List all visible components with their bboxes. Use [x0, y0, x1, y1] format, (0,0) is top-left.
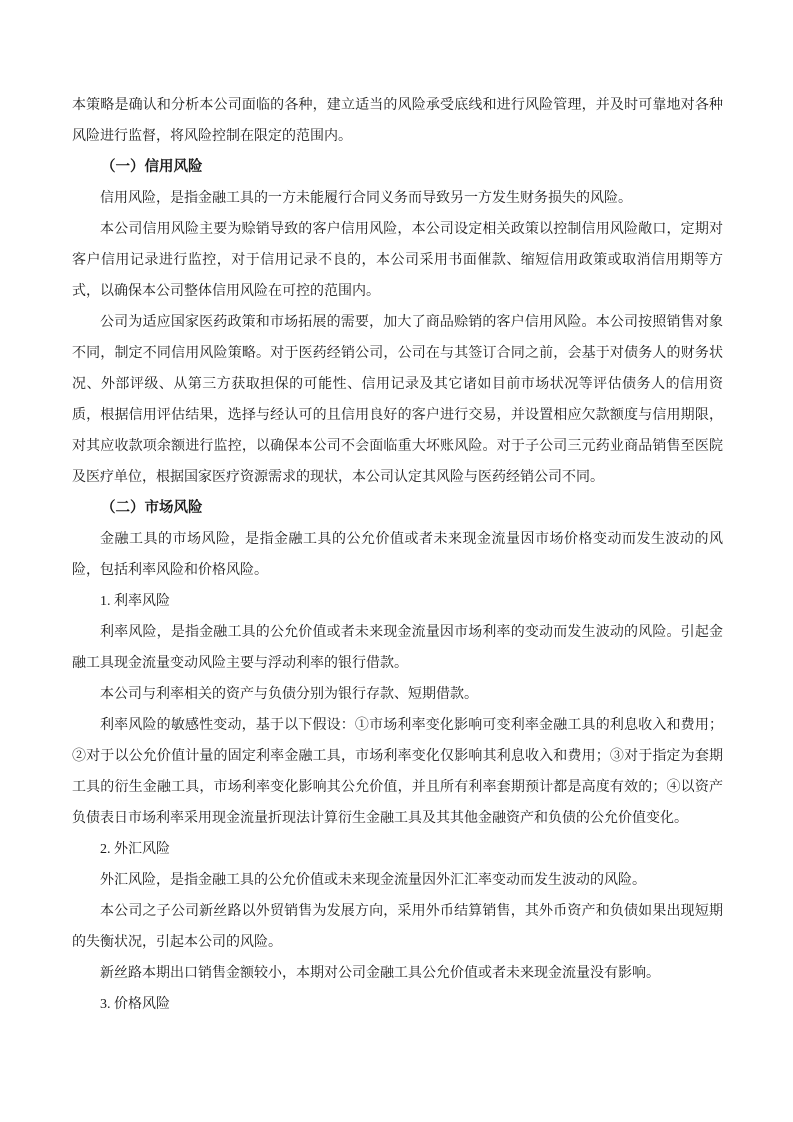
paragraph-interest-rate-risk-definition: 利率风险，是指金融工具的公允价值或者未来现金流量因市场利率的变动而发生波动的风险。引起金融工具现金流量变动风险主要与浮动利率的银行借款。	[72, 625, 723, 671]
paragraph-foreign-exchange-risk-definition: 外汇风险，是指金融工具的公允价值或未来现金流量因外汇汇率变动而发生波动的风险。	[100, 873, 646, 888]
paragraph-market-risk-definition: 金融工具的市场风险，是指金融工具的公允价值或者未来现金流量因市场价格变动而发生波动的风险，包括利率风险和价格风险。	[72, 532, 723, 578]
paragraph-interest-rate-assets-liabilities: 本公司与利率相关的资产与负债分别为银行存款、短期借款。	[100, 687, 478, 702]
paragraph-foreign-exchange-subsidiary: 本公司之子公司新丝路以外贸销售为发展方向，采用外币结算销售，其外币资产和负债如果出现短期的失衡状况，引起本公司的风险。	[72, 904, 723, 950]
paragraph-credit-risk-policy: 本公司信用风险主要为赊销导致的客户信用风险，本公司设定相关政策以控制信用风险敞口，定期对客户信用记录进行监控，对于信用记录不良的，本公司采用书面催款、缩短信用政策或取消信用期等方式，以确保本公司整体信用风险在可控的范围内。	[72, 222, 723, 299]
document-text-block	[72, 90, 723, 1020]
paragraph-risk-strategy-continuation: 本策略是确认和分析本公司面临的各种，建立适当的风险承受底线和进行风险管理，并及时可靠地对各种风险进行监督，将风险控制在限定的范围内。	[72, 98, 723, 144]
paragraph-credit-risk-definition: 信用风险，是指金融工具的一方未能履行合同义务而导致另一方发生财务损失的风险。	[100, 191, 632, 206]
subsection-heading-foreign-exchange-risk: 2. 外汇风险	[100, 842, 170, 857]
paragraph-interest-rate-sensitivity-assumptions: 利率风险的敏感性变动，基于以下假设：①市场利率变化影响可变利率金融工具的利息收入和费用；②对于以公允价值计量的固定利率金融工具，市场利率变化仅影响其利息收入和费用；③对于指定为套期工具的衍生金融工具，市场利率变化影响其公允价值，并且所有利率套期预计都是高度有效的；④以资产负债表日市场利率采用现金流量折现法计算衍生金融工具及其其他金融资产和负债的公允价值变化。	[72, 718, 723, 826]
section-heading-credit-risk: （一）信用风险	[101, 159, 203, 175]
paragraph-foreign-exchange-impact: 新丝路本期出口销售金额较小，本期对公司金融工具公允价值或者未来现金流量没有影响。	[100, 966, 660, 981]
section-heading-market-risk: （二）市场风险	[101, 500, 203, 516]
subsection-heading-interest-rate-risk: 1. 利率风险	[100, 594, 170, 609]
paragraph-credit-risk-customers: 公司为适应国家医药政策和市场拓展的需要，加大了商品赊销的客户信用风险。本公司按照销售对象不同，制定不同信用风险策略。对于医药经销公司，公司在与其签订合同之前，会基于对债务人的财务状况、外部评级、从第三方获取担保的可能性、信用记录及其它诸如目前市场状况等评估债务人的信用资质，根据信用评估结果，选择与经认可的且信用良好的客户进行交易，并设置相应欠款额度与信用期限，对其应收款项余额进行监控，以确保本公司不会面临重大坏账风险。对于子公司三元药业商品销售至医院及医疗单位，根据国家医疗资源需求的现状，本公司认定其风险与医药经销公司不同。	[72, 315, 723, 485]
subsection-heading-price-risk: 3. 价格风险	[100, 997, 170, 1012]
